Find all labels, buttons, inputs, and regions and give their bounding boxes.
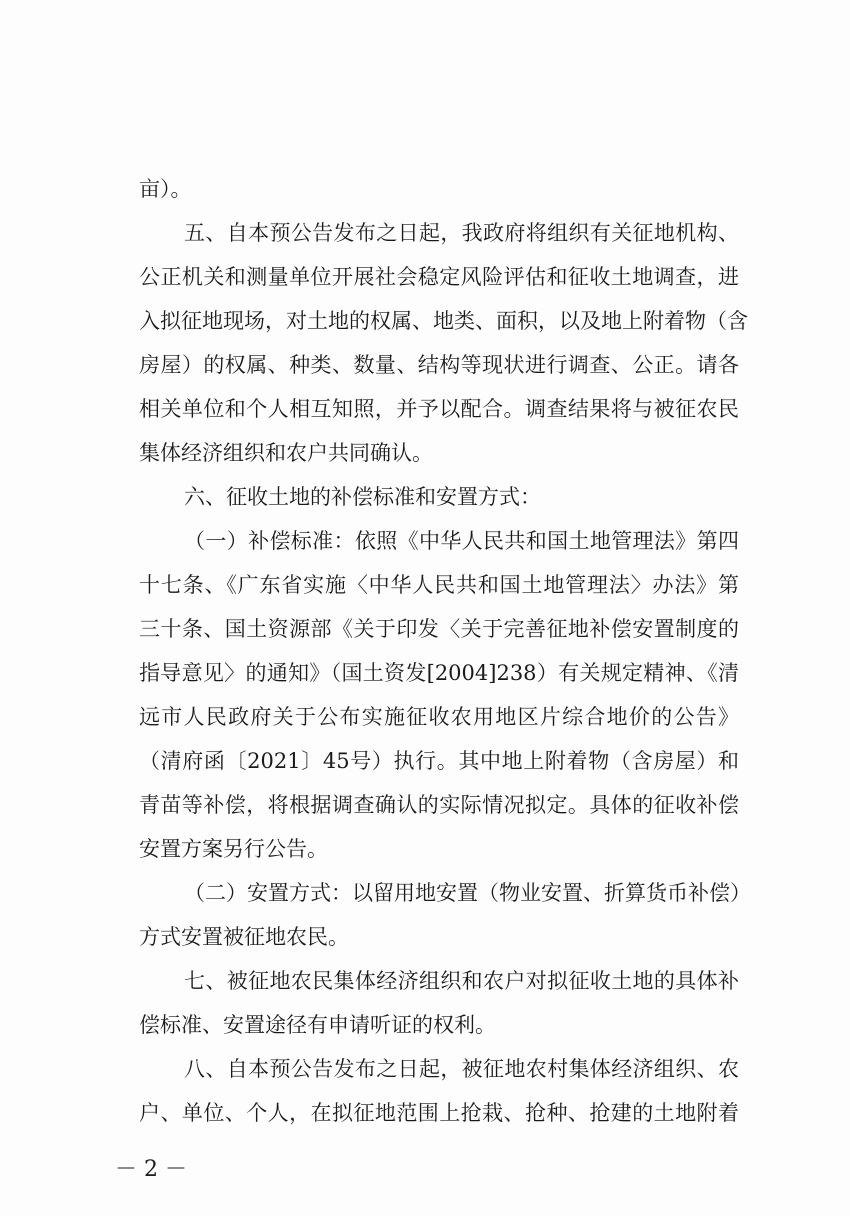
text-line: 相关单位和个人相互知照，并予以配合。调查结果将与被征农民 [139, 397, 739, 421]
text-line: 方式安置被征地农民。 [139, 925, 349, 949]
text-line: 亩）。 [139, 177, 192, 201]
text-line: 安置方案另行公告。 [139, 837, 328, 861]
text-line: 青苗等补偿，将根据调查确认的实际情况拟定。具体的征收补偿 [139, 793, 739, 817]
page-number: － 2 － [115, 1157, 187, 1182]
text-line: （清府函〔2021〕45号）执行。其中地上附着物（含房屋）和 [139, 749, 739, 773]
text-line: 房屋）的权属、种类、数量、结构等现状进行调查、公正。请各 [139, 353, 739, 377]
text-line: 指导意见〉的通知》（国土资发[2004]238）有关规定精神、《清 [139, 661, 739, 685]
text-line: 偿标准、安置途径有申请听证的权利。 [139, 1013, 496, 1037]
text-line: （一）补偿标准：依照《中华人民共和国土地管理法》第四 [184, 529, 739, 553]
text-line: 八、自本预公告发布之日起，被征地农村集体经济组织、农 [184, 1057, 739, 1081]
text-line: 入拟征地现场，对土地的权属、地类、面积，以及地上附着物（含 [139, 309, 748, 333]
text-line: 五、自本预公告发布之日起，我政府将组织有关征地机构、 [184, 221, 739, 245]
text-line: （二）安置方式：以留用地安置（物业安置、折算货币补偿） [184, 881, 751, 905]
text-line: 十七条、《广东省实施〈中华人民共和国土地管理法〉办法》第 [139, 573, 739, 597]
text-line: 三十条、国土资源部《关于印发〈关于完善征地补偿安置制度的 [139, 617, 739, 641]
section-heading: 六、征收土地的补偿标准和安置方式： [184, 485, 541, 509]
text-line: 户、单位、个人，在拟征地范围上抢栽、抢种、抢建的土地附着 [139, 1101, 739, 1125]
text-line: 公正机关和测量单位开展社会稳定风险评估和征收土地调查，进 [139, 265, 739, 289]
text-line: 远市人民政府关于公布实施征收农用地区片综合地价的公告》 [139, 705, 739, 729]
text-line: 集体经济组织和农户共同确认。 [139, 441, 433, 465]
text-line: 七、被征地农民集体经济组织和农户对拟征收土地的具体补 [184, 969, 739, 993]
